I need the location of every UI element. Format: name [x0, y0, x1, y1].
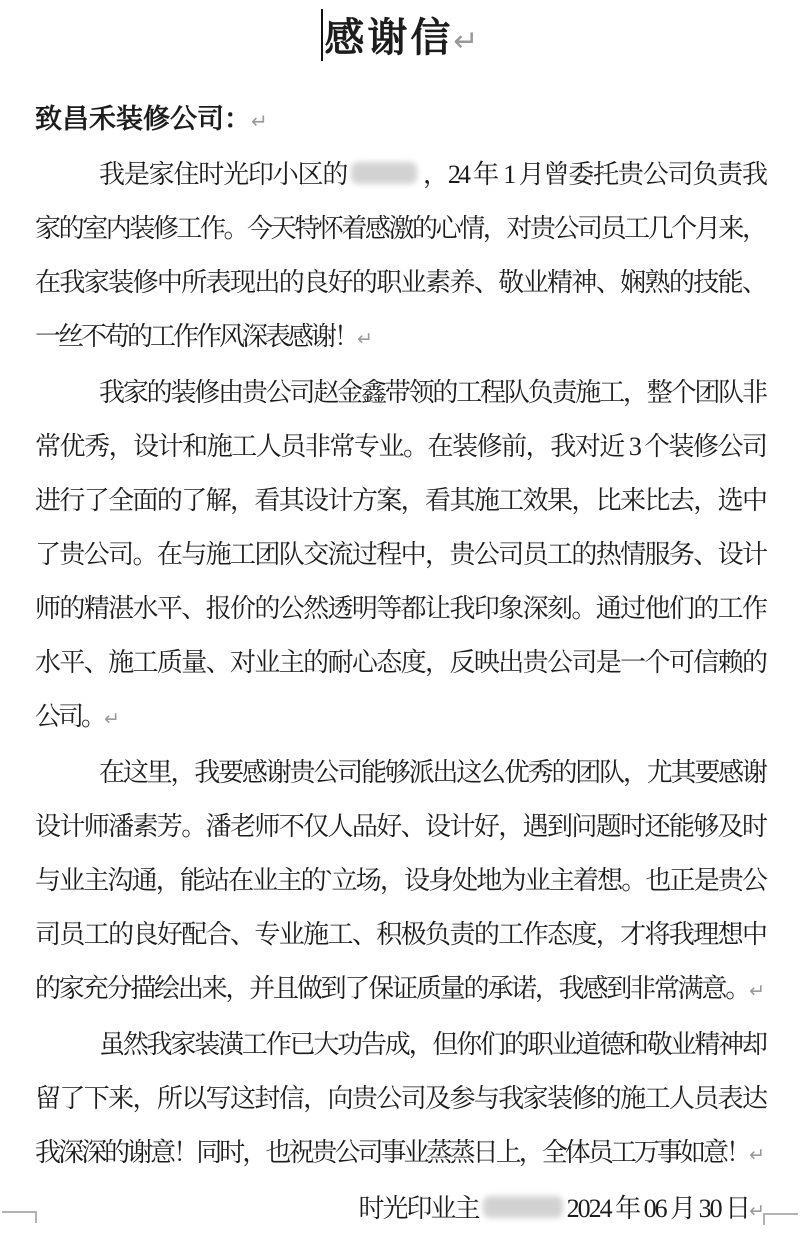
line-text: 我家的装修由贵公司赵金鑫带领的工程队负责施工，整个团队非 [99, 378, 765, 407]
line-text: 进行了全面的了解，看其设计方案，看其施工效果，比来比去，选中 [35, 486, 765, 515]
line-text: 水平、施工质量、对业主的耐心态度，反映出贵公司是一个可信赖的 [35, 648, 765, 677]
line-text: 我深深的谢意！同时，也祝贵公司事业蒸蒸日上，全体员工万事如意！ [35, 1138, 750, 1167]
text-line[interactable] [35, 582, 765, 636]
line-text: 家的室内装修工作。今天特怀着感激的心情，对贵公司员工几个月来， [35, 214, 765, 243]
line-text: 虽然我家装潢工作已大功告成，但你们的职业道德和敬业精神却 [99, 1030, 765, 1059]
text-line[interactable] [35, 366, 765, 420]
text-line[interactable] [35, 474, 765, 528]
text-line[interactable] [35, 310, 765, 366]
text-line[interactable] [35, 1018, 765, 1072]
text-line[interactable] [35, 800, 765, 854]
line-text: 常优秀，设计和施工人员非常专业。在装修前，我对近 3 个装修公司 [35, 432, 765, 461]
line-text: 一丝不苟的工作作风深表感谢！ [35, 322, 358, 351]
text-line[interactable] [35, 420, 765, 474]
paragraph-return-icon: ↵ [357, 328, 373, 350]
text-boundary-corner-right [763, 1213, 798, 1225]
page-title: 感谢信 [324, 15, 454, 60]
line-text: 设计师潘素芳。潘老师不仅人品好、设计好，遇到问题时还能够及时 [35, 812, 765, 841]
line-text: 师的精湛水平、报价的公然透明等都让我印象深刻。通过他们的工作 [35, 594, 765, 623]
paragraph [35, 1018, 765, 1182]
line-text: 我是家住时光印小区的 [99, 160, 348, 189]
paragraph [35, 366, 765, 746]
text-line[interactable] [35, 854, 765, 908]
text-boundary-corner-left [2, 1211, 37, 1223]
paragraph-return-icon: ↵ [104, 708, 120, 730]
text-line[interactable] [35, 148, 765, 202]
line-text: 在这里，我要感谢贵公司能够派出这么优秀的团队，尤其要感谢 [99, 758, 765, 787]
paragraph [35, 148, 765, 366]
paragraph [35, 746, 765, 1018]
text-line[interactable] [35, 636, 765, 690]
line-text: 公司。 [35, 702, 105, 731]
signature-date: 2024 年 06 月 30 日 [566, 1194, 750, 1223]
text-line[interactable] [35, 690, 765, 746]
text-line[interactable] [35, 746, 765, 800]
redacted-name-blur [483, 1196, 563, 1218]
line-text: 了贵公司。在与施工团队交流过程中，贵公司员工的热情服务、设计 [35, 540, 765, 569]
text-line[interactable] [35, 1126, 765, 1182]
signature-owner: 时光印业主 [358, 1194, 479, 1223]
line-text: 司员工的良好配合、专业施工、积极负责的工作态度，才将我理想中 [35, 920, 765, 949]
text-line[interactable] [35, 908, 765, 962]
line-text: ，24 年 1 月曾委托贵公司负责我 [421, 160, 765, 189]
text-line[interactable] [35, 528, 765, 582]
salutation-line[interactable] [35, 92, 765, 148]
paragraph-return-icon: ↵ [749, 1144, 765, 1166]
paragraph-return-icon: ↵ [251, 109, 268, 133]
text-line[interactable] [35, 962, 765, 1018]
paragraph-return-icon: ↵ [749, 980, 765, 1002]
line-text: 的家充分描绘出来，并且做到了保证质量的承诺，我感到非常满意。 [35, 974, 750, 1003]
text-line[interactable] [35, 202, 765, 256]
text-line[interactable] [35, 256, 765, 310]
text-line[interactable] [35, 1072, 765, 1126]
line-text: 在我家装修中所表现出的良好的职业素养、敬业精神、娴熟的技能、 [35, 268, 765, 297]
title-line [35, 0, 765, 92]
line-text: 留了下来，所以写这封信，向贵公司及参与我家装修的施工人员表达 [35, 1084, 765, 1113]
redacted-name-blur [351, 162, 417, 184]
signature-line[interactable] [35, 1182, 765, 1238]
paragraph-return-icon: ↵ [749, 1200, 765, 1222]
paragraph-return-icon: ↵ [453, 24, 479, 59]
line-text: 与业主沟通，能站在业主的`立场，设身处地为业主着想。也正是贵公 [35, 866, 765, 895]
salutation-text: 致昌禾装修公司： [35, 104, 251, 134]
